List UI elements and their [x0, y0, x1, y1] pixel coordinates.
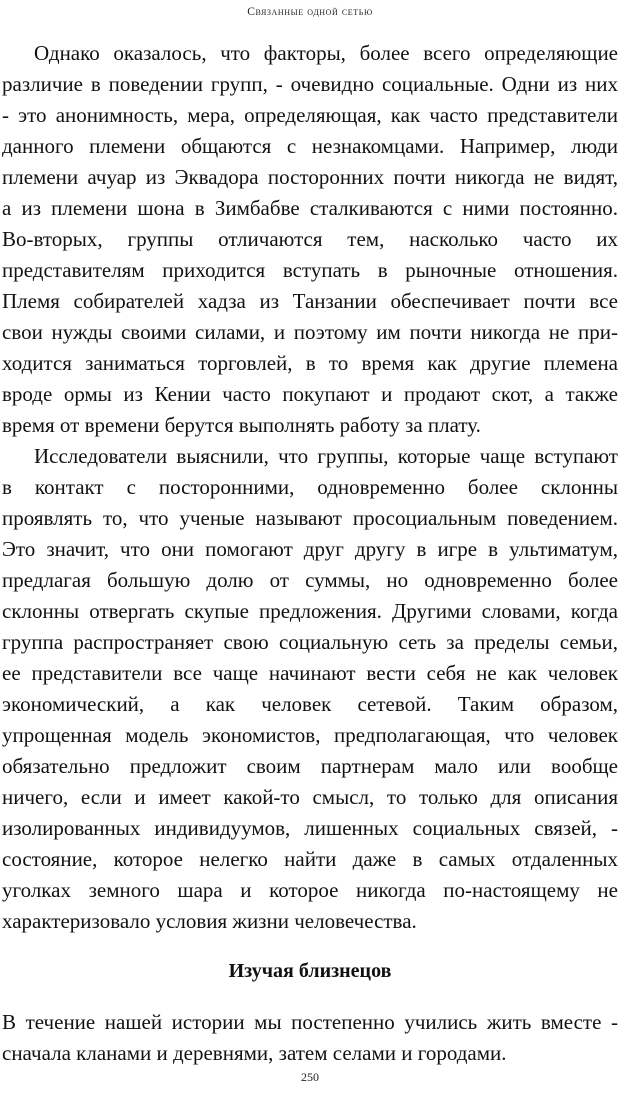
text-line: уголках земного шара и которое никогда по-настоящему не — [2, 878, 618, 902]
text-line: Однако оказалось, что факторы, более всего определяющие — [34, 41, 618, 65]
text-line: Во-вторых, группы отличаются тем, насколько часто их — [2, 227, 618, 251]
text-line: вроде ормы из Кении часто покупают и продают скот, а также — [2, 382, 618, 406]
text-line: изолированных индивидуумов, лишенных социальных связей, - — [2, 816, 618, 840]
text-line: представителям приходится вступать в рыночные отношения. — [2, 258, 618, 282]
text-line: ходится заниматься торговлей, в то время как другие племена — [2, 351, 618, 375]
text-line: сначала кланами и деревнями, затем селами и городами. — [2, 1041, 507, 1065]
text-line: состояние, которое нелегко найти даже в самых отдаленных — [2, 847, 618, 871]
text-line: экономический, а как человек сетевой. Таким образом, — [2, 692, 618, 716]
paragraph-factors — [2, 38, 618, 441]
text-line: Исследователи выяснили, что группы, которые чаще вступают — [34, 444, 618, 468]
page-number: 250 — [301, 1070, 319, 1084]
text-line: проявлять то, что ученые называют просоциальным поведением. — [2, 506, 618, 530]
paragraph-history — [2, 1007, 618, 1069]
text-line: свои нужды своими силами, и поэтому им почти никогда не при- — [2, 320, 618, 344]
text-line: ее представители все чаще начинают вести себя не как человек — [2, 661, 618, 685]
text-line: В течение нашей истории мы постепенно учились жить вместе - — [2, 1010, 618, 1034]
text-line: склонны отвергать скупые предложения. Другими словами, когда — [2, 599, 618, 623]
text-line: а из племени шона в Зимбабве сталкиваются с ними постоянно. — [2, 196, 618, 220]
page-body — [2, 38, 618, 1069]
text-line: данного племени общаются с незнакомцами. Например, люди — [2, 134, 618, 158]
text-line: Племя собирателей хадза из Танзании обеспечивает почти все — [2, 289, 618, 313]
text-line: - это анонимность, мера, определяющая, как часто представители — [2, 103, 618, 127]
text-line: предлагая большую долю от суммы, но одновременно более — [2, 568, 618, 592]
text-line: Это значит, что они помогают друг другу в игре в ультиматум, — [2, 537, 618, 561]
paragraph-research — [2, 441, 618, 937]
text-line: в контакт с посторонними, одновременно более склонны — [2, 475, 618, 499]
text-line: группа распространяет свою социальную сеть за пределы семьи, — [2, 630, 618, 654]
text-line: ничего, если и имеет какой-то смысл, то только для описания — [2, 785, 618, 809]
text-line: характеризовало условия жизни человечества. — [2, 909, 417, 933]
text-line: племени ачуар из Эквадора посторонних почти никогда не видят, — [2, 165, 618, 189]
text-line: упрощенная модель экономистов, предполагающая, что человек — [2, 723, 618, 747]
running-header: Связанные одной сетью — [247, 6, 373, 18]
section-heading: Изучая близнецов — [228, 960, 392, 982]
text-line: различие в поведении групп, - очевидно социальные. Одни из них — [2, 72, 618, 96]
text-line: время от времени берутся выполнять работу за плату. — [2, 413, 481, 437]
text-line: обязательно предложит своим партнерам мало или вообще — [2, 754, 618, 778]
